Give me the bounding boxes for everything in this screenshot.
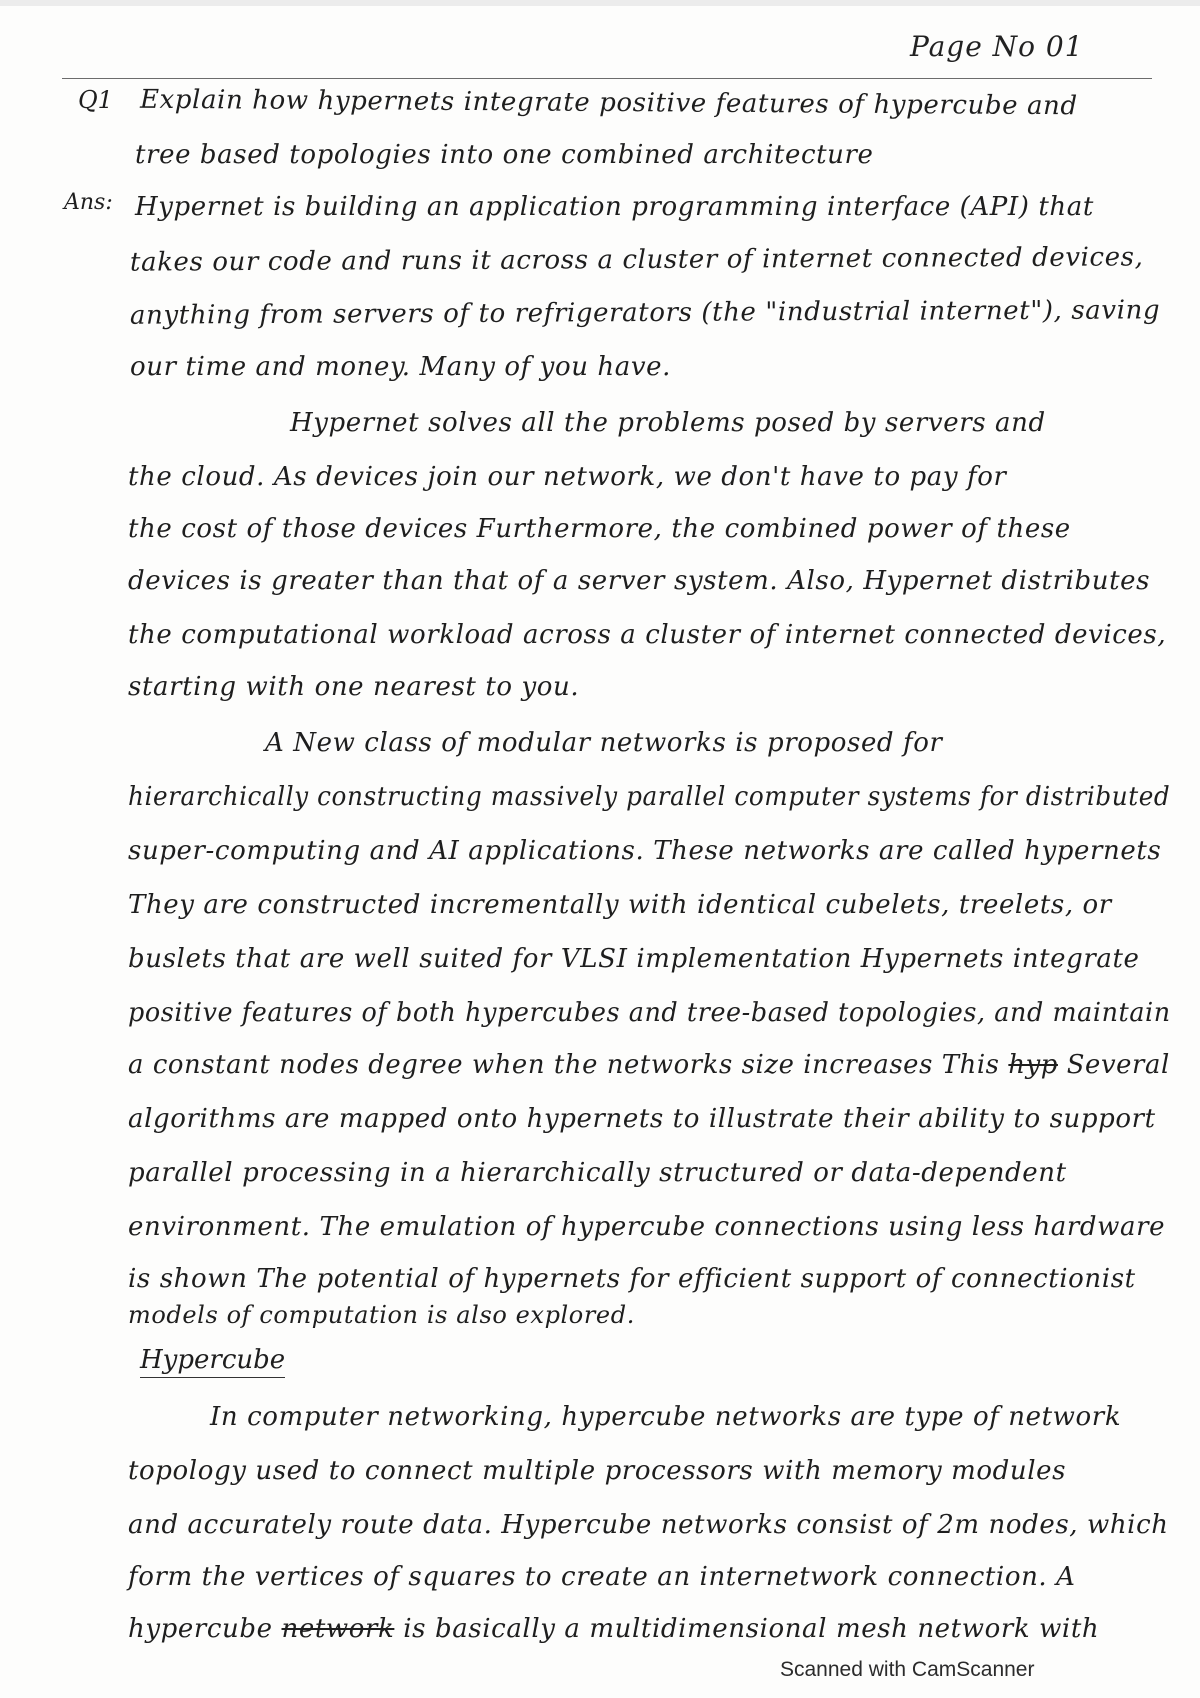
para4-line-4: form the vertices of squares to create an internetwork connection. A — [128, 1562, 1076, 1592]
para1-line-3: anything from servers of to refrigerators (the "industrial internet"), saving — [129, 295, 1161, 331]
header-rule — [62, 78, 1152, 79]
para2-line-5: the computational workload across a cluster of internet connected devices, — [128, 620, 1167, 650]
section-heading-hypercube: Hypercube — [140, 1345, 285, 1378]
para1-line-4: our time and money. Many of you have. — [130, 352, 672, 382]
question-marker: Q1 — [78, 86, 113, 114]
para3-line-10: environment. The emulation of hypercube connections using less hardware — [128, 1212, 1166, 1242]
para3-line-12: models of computation is also explored. — [128, 1301, 635, 1329]
page-number: Page No 01 — [910, 30, 1084, 63]
para1-line-1: Hypernet is building an application programming interface (API) that — [135, 192, 1094, 222]
para4-line-5-tail: is basically a multidimensional mesh network with — [394, 1614, 1100, 1644]
struck-word-network: network — [281, 1614, 395, 1644]
para3-line-7-text: a constant nodes degree when the networks size increases This — [128, 1050, 1009, 1080]
para3-line-7 — [128, 1050, 1170, 1080]
para3-line-2: hierarchically constructing massively parallel computer systems for distributed — [128, 782, 1171, 812]
para4-line-5-text: hypercube — [128, 1614, 282, 1644]
para3-line-6: positive features of both hypercubes and tree-based topologies, and maintain — [128, 998, 1171, 1028]
para3-line-11: is shown The potential of hypernets for efficient support of connectionist — [128, 1264, 1136, 1294]
question-line-2: tree based topologies into one combined architecture — [135, 140, 874, 170]
para2-line-1: Hypernet solves all the problems posed by servers and — [290, 408, 1046, 438]
para2-line-3: the cost of those devices Furthermore, the combined power of these — [128, 514, 1071, 544]
para2-line-6: starting with one nearest to you. — [128, 672, 580, 702]
para3-line-3: super-computing and AI applications. These networks are called hypernets — [128, 836, 1162, 866]
para3-line-1: A New class of modular networks is proposed for — [265, 728, 943, 758]
para3-line-4: They are constructed incrementally with identical cubelets, treelets, or — [128, 890, 1112, 920]
question-line-1: Explain how hypernets integrate positive features of hypercube and — [139, 84, 1078, 122]
para2-line-4: devices is greater than that of a server system. Also, Hypernet distributes — [128, 566, 1151, 596]
para3-line-5: buslets that are well suited for VLSI implementation Hypernets integrate — [128, 944, 1140, 974]
struck-word: hyp — [1008, 1050, 1058, 1080]
answer-marker: Ans: — [64, 190, 113, 215]
para4-line-3: and accurately route data. Hypercube networks consist of 2m nodes, which — [128, 1510, 1169, 1540]
para2-line-2: the cloud. As devices join our network, we don't have to pay for — [128, 462, 1007, 492]
page-top-edge — [0, 0, 1200, 6]
scanner-watermark: Scanned with CamScanner — [780, 1658, 1035, 1681]
para1-line-2: takes our code and runs it across a cluster of internet connected devices, — [129, 242, 1144, 278]
para3-line-7-tail: Several — [1057, 1050, 1170, 1080]
para3-line-8: algorithms are mapped onto hypernets to illustrate their ability to support — [128, 1104, 1156, 1134]
para4-line-2: topology used to connect multiple processors with memory modules — [128, 1456, 1067, 1486]
para3-line-9: parallel processing in a hierarchically structured or data-dependent — [128, 1158, 1067, 1188]
para4-line-5 — [128, 1614, 1099, 1644]
para4-line-1: In computer networking, hypercube networks are type of network — [210, 1402, 1122, 1432]
